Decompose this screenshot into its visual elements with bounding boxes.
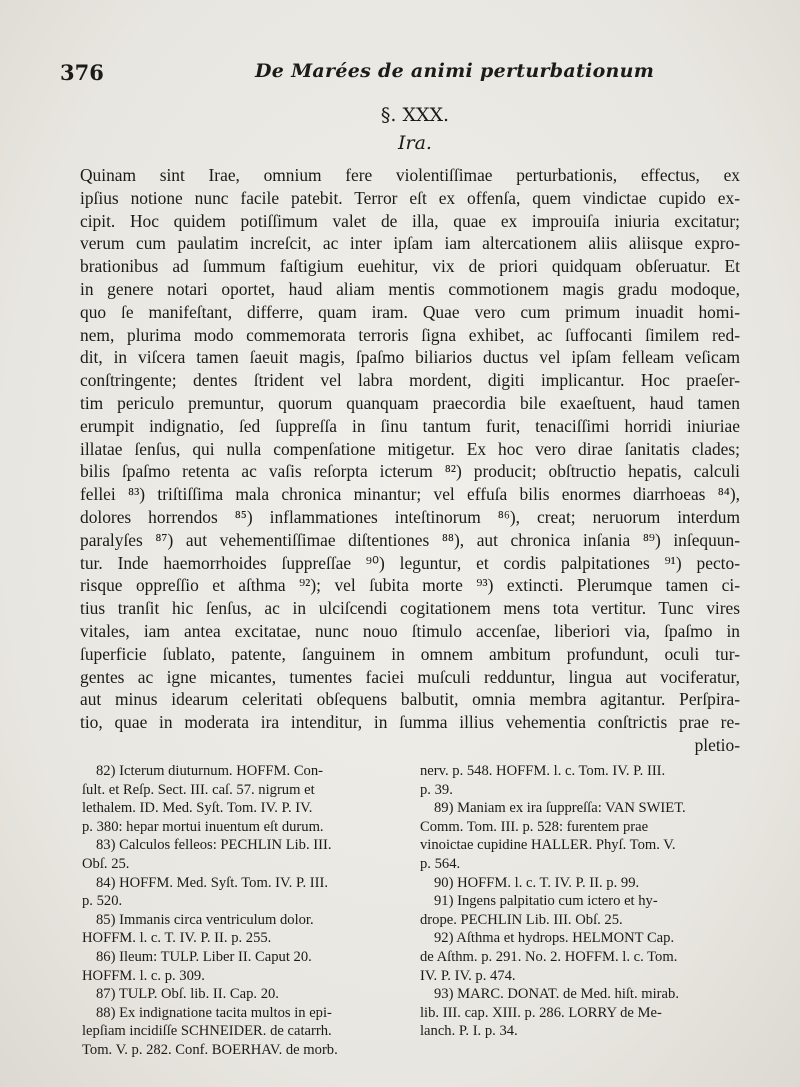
footnote-line: IV. P. IV. p. 474. bbox=[420, 967, 516, 984]
footnote-line: Obſ. 25. bbox=[82, 855, 130, 872]
footnote-line: lanch. P. I. p. 34. bbox=[420, 1023, 518, 1040]
section-title: Ira. bbox=[398, 132, 432, 154]
footnote-line: vinoictae cupidine HALLER. Phyſ. Tom. V. bbox=[420, 837, 676, 854]
body-line: bilis ſpaſmo retenta ac vaſis reſorpta icterum ⁸²) producit; obſtructio hepatis, calculi bbox=[80, 461, 740, 482]
footnote-line: 90) HOFFM. l. c. T. IV. P. II. p. 99. bbox=[434, 874, 640, 891]
body-line: nem, plurima modo commemorata terroris ſigna exhibet, ac ſuffocanti ſimilem red- bbox=[80, 324, 740, 345]
footnote-line: 91) Ingens palpitatio cum ictero et hy- bbox=[434, 893, 658, 910]
body-line: brationibus ad ſummum faſtigium euehitur, vix de priori quidquam obſeruatur. Et bbox=[80, 256, 740, 277]
footnote-line: 86) Ileum: TULP. Liber II. Caput 20. bbox=[96, 948, 312, 965]
body-line: tim periculo premuntur, quorum quanquam praecordia bile exaeſtuent, haud tamen bbox=[80, 392, 740, 413]
footnote-line: 92) Aſthma et hydrops. HELMONT Cap. bbox=[434, 930, 675, 947]
body-line: tur. Inde haemorrhoides ſuppreſſae ⁹⁰) leguntur, et cordis palpitationes ⁹¹) pecto- bbox=[80, 552, 740, 573]
body-line: Quinam sint Irae, omnium fere violentiſſimae perturbationis, effectus, ex bbox=[80, 165, 740, 185]
body-line: tius tranſit hic ſenſus, ac in ulciſcendi cogitationem mens tota vertitur. Tunc vires bbox=[80, 598, 740, 619]
page-header bbox=[60, 60, 750, 90]
body-line: dolores horrendos ⁸⁵) inflammationes inteſtinorum ⁸⁶), creat; neruorum interdum bbox=[80, 506, 740, 527]
footnote-line: ſult. et Reſp. Sect. III. caſ. 57. nigrum et bbox=[82, 781, 315, 798]
body-line: ſuperficie ſublato, patente, ſanguinem in omnem ambitum profundunt, oculi tur- bbox=[80, 643, 740, 664]
footnote-line: HOFFM. l. c. p. 309. bbox=[82, 967, 205, 984]
footnote-line: 88) Ex indignatione tacita multos in epi- bbox=[96, 1004, 332, 1021]
body-line: quo ſe manifeſtant, differre, quam iram. Quae vero cum primum inuadit homi- bbox=[80, 301, 740, 322]
body-line: erumpit indignatio, ſed ſuppreſſa in ſinu tantum furit, tenaciſſimi horridi iniuriae bbox=[80, 415, 740, 436]
footnote-line: HOFFM. l. c. T. IV. P. II. p. 255. bbox=[82, 930, 272, 947]
body-line: fellei ⁸³) triſtiſſima mala chronica minantur; vel effuſa bilis enormes diarrhoeas ⁸⁴), bbox=[80, 484, 740, 505]
running-title: De Marées de animi perturbationum bbox=[255, 60, 655, 82]
footnote-line: 93) MARC. DONAT. de Med. hiſt. mirab. bbox=[434, 986, 679, 1003]
footnote-line: p. 380: hepar mortui inuentum eſt durum. bbox=[82, 818, 324, 835]
footnote-line: nerv. p. 548. HOFFM. l. c. Tom. IV. P. III. bbox=[420, 763, 666, 779]
footnote-line: 82) Icterum diuturnum. HOFFM. Con- bbox=[96, 763, 324, 779]
footnote-line: p. 520. bbox=[82, 893, 123, 910]
footnote-line: 87) TULP. Obſ. lib. II. Cap. 20. bbox=[96, 986, 279, 1003]
footnote-line: 85) Immanis circa ventriculum dolor. bbox=[96, 911, 314, 928]
footnote-line: 83) Calculos felleos: PECHLIN Lib. III. bbox=[96, 837, 332, 854]
footnote-line: drope. PECHLIN Lib. III. Obſ. 25. bbox=[420, 911, 623, 928]
footnotes-right-column bbox=[420, 762, 740, 1041]
footnote-line: Tom. V. p. 282. Conf. BOERHAV. de morb. bbox=[82, 1041, 338, 1058]
body-line: dit, in viſcera tamen ſaeuit magis, ſpaſmo biliarios ductus vel ipſam felleam veſicam bbox=[80, 347, 740, 368]
footnote-line: 89) Maniam ex ira ſuppreſſa: VAN SWIET. bbox=[434, 800, 686, 817]
body-line: risque oppreſſio et aſthma ⁹²); vel ſubita morte ⁹³) extincti. Plerumque tamen ci- bbox=[80, 575, 740, 596]
footnote-line: lepſiam incidiſſe SCHNEIDER. de catarrh. bbox=[82, 1023, 332, 1040]
footnote-line: de Aſthm. p. 291. No. 2. HOFFM. l. c. Tom. bbox=[420, 948, 678, 965]
body-line: ipſius notione nunc facile patebit. Terror eſt ex offenſa, quem vindictae cupido ex- bbox=[80, 187, 740, 208]
body-line: conſtringente; dentes ſtrident vel labra mordent, digiti implicantur. Hoc praeſer- bbox=[80, 370, 740, 391]
body-line: in genere notari oportet, haud aliam mentis commotionem magis gradu modoque, bbox=[80, 278, 740, 299]
section-number: §. XXX. bbox=[380, 104, 450, 126]
footnote-line: p. 39. bbox=[420, 781, 453, 798]
body-line: cipit. Hoc quidem potiſſimum valet de illa, quae ex improuiſa iniuria excitatur; bbox=[80, 210, 740, 231]
body-line: paralyſes ⁸⁷) aut vehementiſſimae diſtentiones ⁸⁸), aut chronica inſania ⁸⁹) inſequun- bbox=[80, 529, 740, 550]
body-text bbox=[80, 164, 740, 757]
body-line: gentes ac igne micantes, tumentes faciei muſculi redduntur, lingua aut vociferatur, bbox=[80, 666, 740, 687]
page-number: 376 bbox=[60, 60, 104, 85]
body-line: tio, quae in moderata ira intenditur, in ſumma illius vehementia conſtrictis prae re- bbox=[80, 712, 740, 733]
footnote-line: Comm. Tom. III. p. 528: furentem prae bbox=[420, 818, 649, 835]
body-line: aut minus idearum celeritati obſequens balbutit, omnia membra agitantur. Perſpira- bbox=[80, 689, 740, 710]
body-line: illatae ſenſus, qui nulla compenſatione mitigetur. Ex hoc vero dirae ſanitatis clades; bbox=[80, 438, 740, 459]
footnote-line: lib. III. cap. XIII. p. 286. LORRY de Me- bbox=[420, 1004, 662, 1021]
body-line: verum cum paulatim increſcit, ac inter ipſam iam altercationem aliis aliisque expro- bbox=[80, 233, 740, 254]
body-line: vitales, iam antea excitatae, nunc nouo ſtimulo accenſae, liberiori via, ſpaſmo in bbox=[80, 620, 740, 641]
footnotes-left-column bbox=[82, 762, 402, 1060]
footnote-line: lethalem. ID. Med. Syſt. Tom. IV. P. IV. bbox=[82, 800, 313, 817]
catchword: pletio- bbox=[694, 734, 740, 755]
footnote-line: p. 564. bbox=[420, 855, 461, 872]
footnote-line: 84) HOFFM. Med. Syſt. Tom. IV. P. III. bbox=[96, 874, 328, 891]
